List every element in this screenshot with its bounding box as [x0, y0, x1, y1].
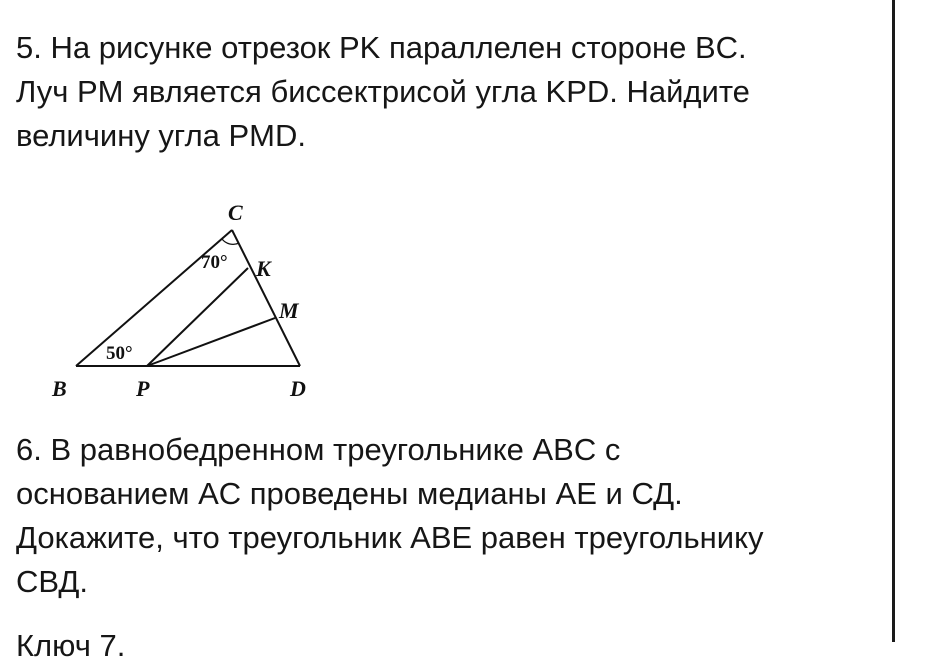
task-6-line-1: 6. В равнобедренном треугольнике ABC с [16, 432, 621, 467]
label-m: M [279, 298, 299, 323]
task-6-line-2: основанием AC проведены медианы AE и СД. [16, 476, 683, 511]
segment-pk [147, 268, 248, 366]
task-5-line-2: Луч PM является биссектрисой угла KPD. Найдите [16, 74, 750, 109]
task-5-line-3: величину угла PMD. [16, 118, 307, 153]
ray-pm [147, 318, 275, 366]
task-6-line-3: Докажите, что треугольник ABE равен треугольнику [16, 520, 764, 555]
right-border-line [892, 0, 895, 642]
angle-c-value: 70° [201, 252, 228, 273]
task-5-line-1: 5. На рисунке отрезок PK параллелен стороне BC. [16, 30, 747, 65]
angle-b-value: 50° [106, 343, 133, 364]
label-c: C [228, 200, 243, 225]
cut-off-next-line: Ключ 7. [16, 628, 126, 663]
label-p: P [136, 376, 150, 401]
label-b: B [52, 376, 67, 401]
task-6-line-4: СВД. [16, 564, 88, 599]
triangle-figure [50, 198, 340, 408]
label-d: D [290, 376, 306, 401]
task-5 [16, 26, 876, 158]
side-bc [76, 230, 232, 366]
label-k: K [256, 256, 271, 281]
task-6 [16, 428, 876, 604]
